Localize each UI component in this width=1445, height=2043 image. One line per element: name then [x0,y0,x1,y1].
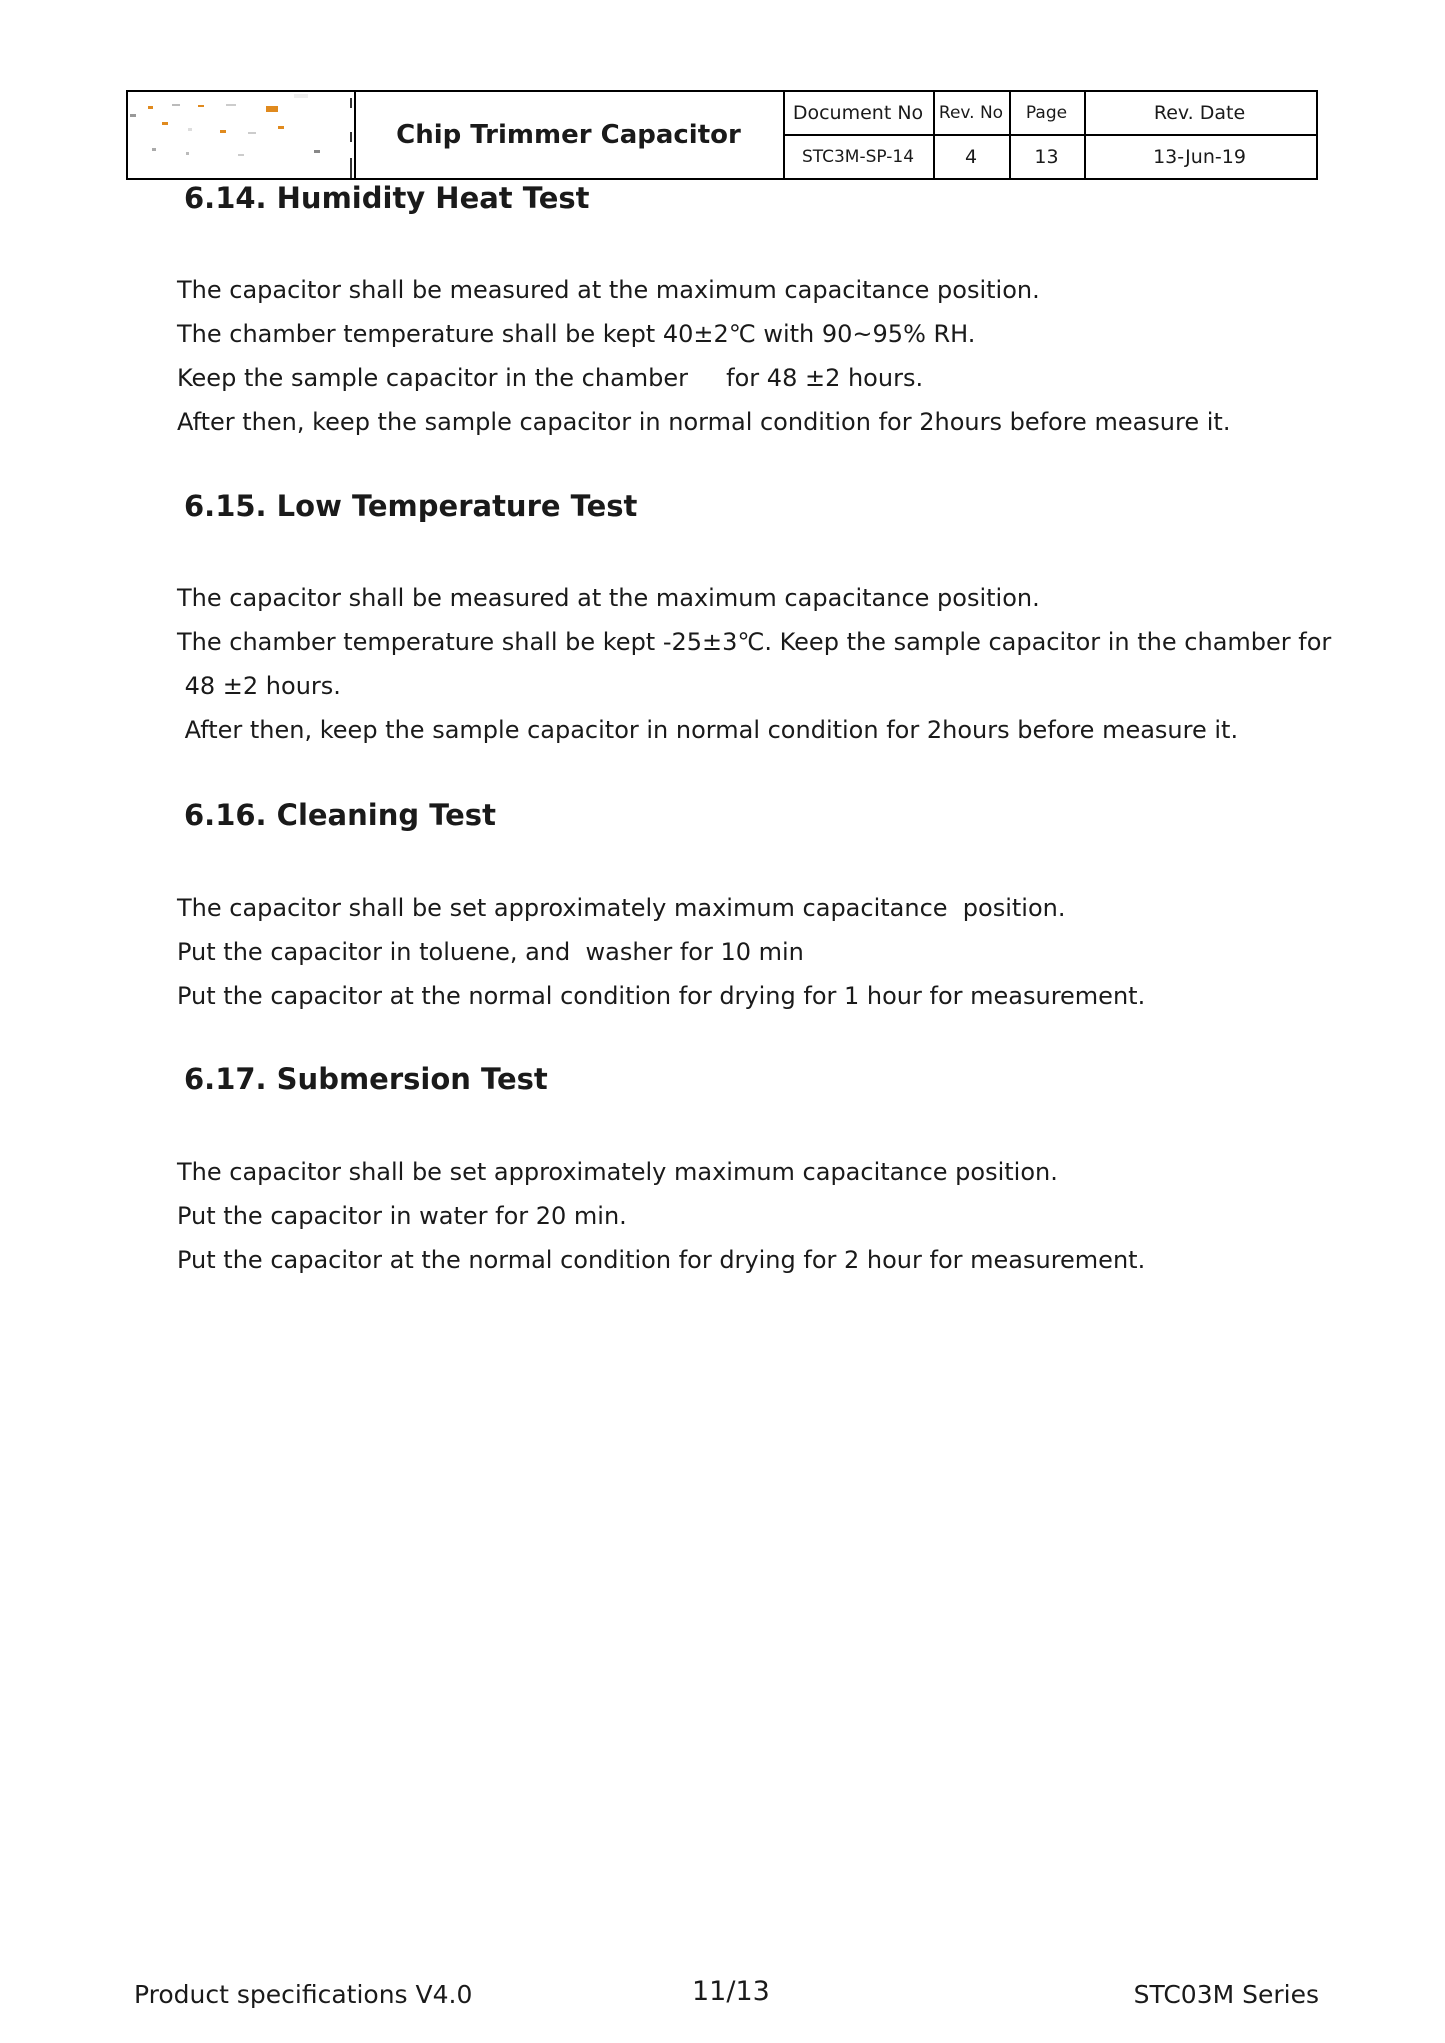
paragraph-line: The capacitor shall be measured at the maximum capacitance position. [177,276,1040,304]
document-no-value: STC3M-SP-14 [801,147,915,167]
footer-product-spec: Product specifications V4.0 [134,1980,473,2009]
document-no-label: Document No [792,102,924,124]
paragraph-line: Put the capacitor at the normal condition for drying for 1 hour for measurement. [177,982,1146,1010]
paragraph-line: The capacitor shall be set approximately maximum capacitance position. [177,1158,1058,1186]
paragraph-line: The capacitor shall be measured at the maximum capacitance position. [177,584,1040,612]
section-paragraph [177,576,1331,752]
paragraph-line: After then, keep the sample capacitor in normal condition for 2hours before measure it. [177,716,1239,744]
page-value: 13 [1034,146,1059,168]
paragraph-line: Put the capacitor in water for 20 min. [177,1202,627,1230]
paragraph-line: Put the capacitor in toluene, and washer for 10 min [177,938,804,966]
logo-graphic [128,92,354,178]
section-paragraph [177,1150,1145,1282]
section-heading: 6.15. Low Temperature Test [184,489,638,523]
section-heading: 6.17. Submersion Test [184,1062,548,1096]
section-heading: 6.14. Humidity Heat Test [184,181,590,215]
document-header-table [126,90,1318,180]
page-label: Page [1025,103,1068,123]
rev-no-label: Rev. No [938,103,1004,123]
rev-date-label: Rev. Date [1153,102,1246,124]
paragraph-line: After then, keep the sample capacitor in normal condition for 2hours before measure it. [177,408,1231,436]
paragraph-line: Put the capacitor at the normal condition for drying for 2 hour for measurement. [177,1246,1146,1274]
company-logo [128,92,354,178]
paragraph-line: The chamber temperature shall be kept -25±3℃. Keep the sample capacitor in the chamber for [177,628,1332,656]
document-title: Chip Trimmer Capacitor [396,120,741,150]
footer-series: STC03M Series [1133,1980,1319,2009]
section-heading: 6.16. Cleaning Test [184,798,496,832]
paragraph-line: 48 ±2 hours. [177,672,341,700]
footer-page-number: 11/13 [692,1976,770,2007]
paragraph-line: The chamber temperature shall be kept 40±2℃ with 90~95% RH. [177,320,976,348]
section-paragraph [177,268,1230,444]
paragraph-line: The capacitor shall be set approximately maximum capacitance position. [177,894,1066,922]
rev-date-value: 13-Jun-19 [1153,146,1246,168]
rev-no-value: 4 [964,146,978,168]
paragraph-line: Keep the sample capacitor in the chamber for 48 ±2 hours. [177,364,924,392]
section-paragraph [177,886,1145,1018]
